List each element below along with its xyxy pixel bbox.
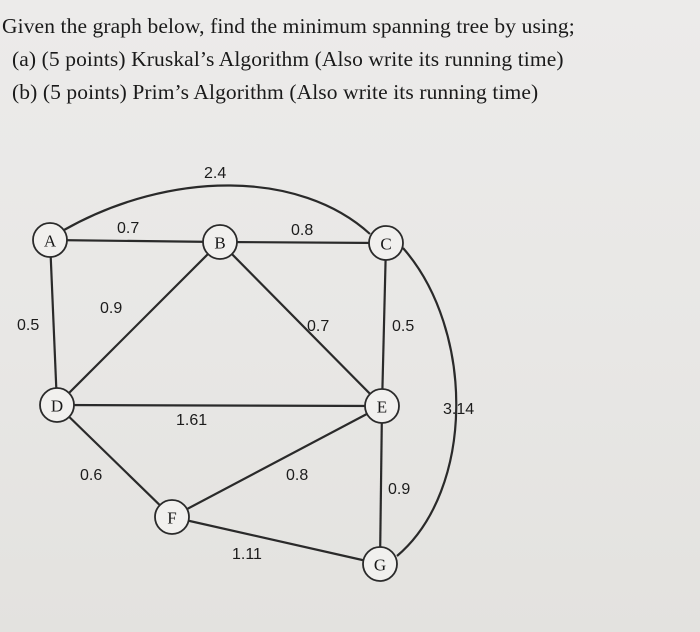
edge-weight-b-d: 0.9	[100, 300, 123, 317]
node-label-b: B	[214, 233, 226, 253]
edge-f-g	[172, 517, 380, 564]
node-e	[365, 389, 399, 423]
edge-weight-d-e: 1.61	[176, 412, 208, 429]
question-part-b: (b) (5 points) Prim’s Algorithm (Also write its running time)	[12, 80, 539, 104]
node-a	[33, 223, 67, 257]
edge-a-b	[50, 240, 220, 242]
edge-weight-a-c: 2.4	[204, 165, 227, 182]
edge-b-c	[220, 242, 386, 243]
node-label-a: A	[43, 231, 57, 251]
node-c	[369, 226, 403, 260]
edge-a-d	[50, 240, 57, 405]
question-part-a: (a) (5 points) Kruskal’s Algorithm (Also write its running time)	[12, 47, 564, 71]
edge-weight-b-e: 0.7	[307, 318, 330, 335]
node-label-c: C	[380, 234, 392, 254]
node-b	[203, 225, 237, 259]
edge-d-f	[57, 405, 172, 517]
edge-b-e	[220, 242, 382, 406]
edge-d-e	[57, 405, 382, 406]
question-intro: Given the graph below, find the minimum spanning tree by using;	[2, 14, 575, 38]
edge-weight-c-g: 3.14	[443, 401, 475, 418]
node-label-g: G	[373, 555, 387, 575]
node-d	[40, 388, 74, 422]
edge-weight-e-g: 0.9	[388, 481, 411, 498]
edge-b-d	[57, 242, 220, 405]
node-label-e: E	[376, 397, 388, 417]
edge-weight-a-d: 0.5	[17, 317, 40, 334]
edge-weight-c-e: 0.5	[392, 318, 415, 335]
node-f	[155, 500, 189, 534]
edge-weight-e-f: 0.8	[286, 467, 309, 484]
edge-weight-a-b: 0.7	[117, 220, 140, 237]
edge-weight-d-f: 0.6	[80, 467, 103, 484]
edge-weight-b-c: 0.8	[291, 222, 314, 239]
node-g	[363, 547, 397, 581]
edge-labels-layer	[17, 165, 474, 563]
node-label-d: D	[50, 396, 64, 416]
edge-e-g	[380, 406, 382, 564]
node-label-f: F	[167, 508, 177, 528]
edge-weight-f-g: 1.11	[232, 546, 262, 563]
edge-c-e	[382, 243, 386, 406]
